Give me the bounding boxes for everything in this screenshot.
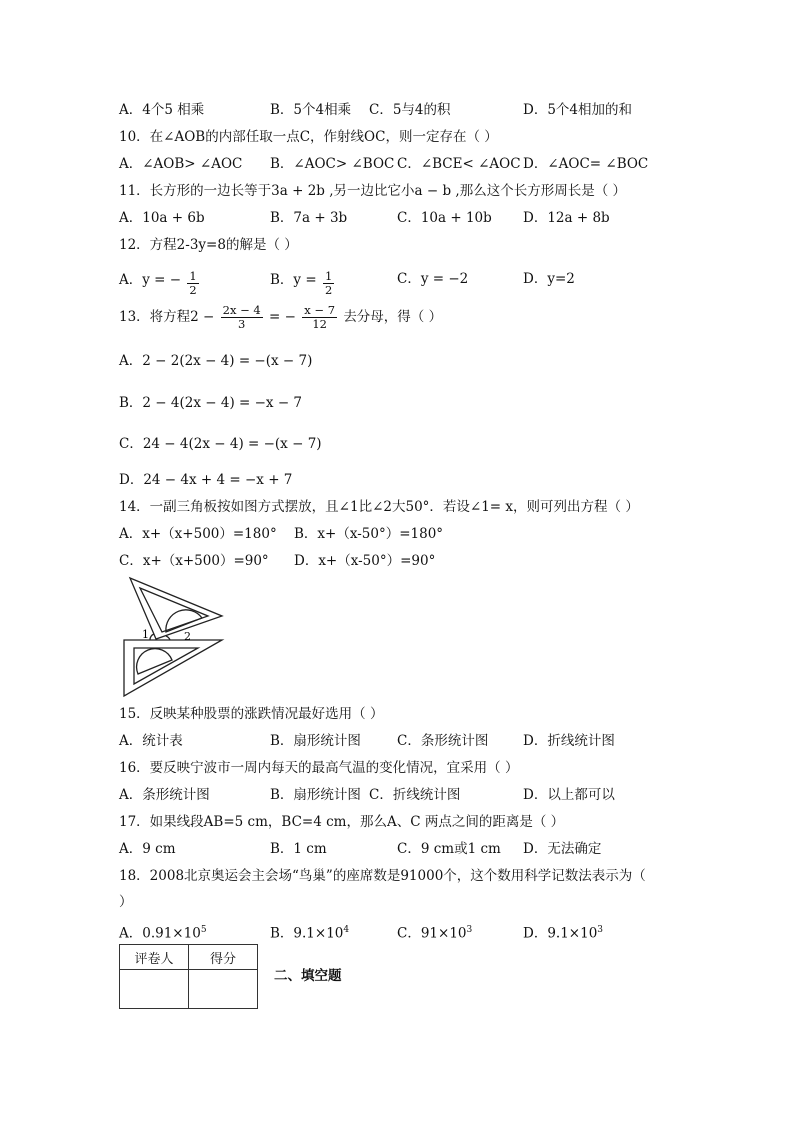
q14-option-c: C．x+（x+500）=90° <box>119 553 269 569</box>
q17-stem: 17．如果线段AB=5 cm，BC=4 cm，那么A、C 两点之间的距离是（ ） <box>119 814 565 830</box>
q13-stem-mid: = − <box>269 309 296 325</box>
q11-option-c: C．10a + 10b <box>397 210 492 226</box>
q18-stem-cont: ） <box>119 894 133 910</box>
q9-option-d: D．5个4相加的和 <box>523 102 633 118</box>
q12-option-a <box>119 270 201 297</box>
q18-b-base: B．9.1×10 <box>270 925 344 942</box>
q12-option-c: C．y = −2 <box>397 271 469 287</box>
angle-label-1: 1 <box>142 628 149 641</box>
q12-a-frac-den: 2 <box>189 283 197 297</box>
q12-b-frac-den: 2 <box>324 283 333 297</box>
q15-option-a: A．统计表 <box>119 733 183 749</box>
q18-option-d <box>523 921 603 943</box>
q9-option-b: B．5个4相乘 <box>270 102 352 118</box>
section-title: 二、填空题 <box>274 968 342 984</box>
q14-option-b: B．x+（x-50°）=180° <box>294 526 444 542</box>
q18-option-a <box>119 921 207 943</box>
q16-option-b: B．扇形统计图 <box>270 787 361 803</box>
score-table-score-header: 得分 <box>189 945 258 970</box>
q18-d-base: D．9.1×10 <box>523 925 598 942</box>
q12-option-d: D．y=2 <box>523 271 575 287</box>
q18-d-exp: 3 <box>597 925 604 935</box>
q14-option-a: A．x+（x+500）=180° <box>119 526 277 542</box>
q11-option-d: D．12a + 8b <box>523 210 610 226</box>
q13-fraction-1 <box>221 304 263 331</box>
q13-frac1-den: 3 <box>238 317 246 331</box>
q12-a-frac-num: 1 <box>189 269 197 283</box>
q17-option-d: D．无法确定 <box>523 841 602 857</box>
q10-option-b: B．∠AOC> ∠BOC <box>270 156 395 172</box>
q12-option-b <box>270 270 336 297</box>
q10-option-c: C．∠BCE< ∠AOC <box>397 156 521 172</box>
q9-option-a: A．4个5 相乘 <box>119 102 205 118</box>
score-table-grader-header: 评卷人 <box>120 945 189 970</box>
q13-option-b: B．2 − 4(2x − 4) = −x − 7 <box>119 395 303 411</box>
q18-option-b <box>270 921 349 943</box>
q13-fraction-2 <box>302 304 337 331</box>
q11-option-a: A．10a + 6b <box>119 210 205 226</box>
q16-option-c: C．折线统计图 <box>369 787 461 803</box>
q10-option-d: D．∠AOC= ∠BOC <box>523 156 649 172</box>
q17-option-a: A．9 cm <box>119 841 176 857</box>
angle-label-2: 2 <box>184 630 191 643</box>
score-table-score-cell[interactable] <box>189 970 258 1009</box>
score-table <box>119 944 258 1009</box>
q15-option-c: C．条形统计图 <box>397 733 489 749</box>
q12-option-b-prefix: B．y = <box>270 272 317 288</box>
q13-frac2-num: x − 7 <box>304 303 336 317</box>
q18-option-c <box>397 921 472 943</box>
q17-option-b: B．1 cm <box>270 841 327 857</box>
q12-option-a-fraction <box>187 270 198 297</box>
q16-option-d: D．以上都可以 <box>523 787 615 803</box>
q13-frac1-num: 2x − 4 <box>222 303 261 317</box>
q16-stem: 16．要反映宁波市一周内每天的最高气温的变化情况，宜采用（ ） <box>119 760 519 776</box>
q14-option-d: D．x+（x-50°）=90° <box>294 553 436 569</box>
q13-stem <box>119 304 442 340</box>
set-squares-figure <box>118 574 228 698</box>
q12-option-a-prefix: A．y = − <box>119 272 182 288</box>
q13-option-a: A．2 − 2(2x − 4) = −(x − 7) <box>119 353 313 369</box>
q17-option-c: C．9 cm或1 cm <box>397 841 501 857</box>
q11-option-b: B．7a + 3b <box>270 210 348 226</box>
q10-stem: 10．在∠AOB的内部任取一点C，作射线OC，则一定存在（ ） <box>119 129 498 145</box>
q18-a-base: A．0.91×10 <box>119 925 201 942</box>
q13-frac2-den: 12 <box>312 317 327 331</box>
q12-stem: 12．方程2-3y=8的解是（ ） <box>119 237 298 253</box>
q18-b-exp: 4 <box>343 925 350 935</box>
score-table-grader-cell[interactable] <box>120 970 189 1009</box>
q15-option-d: D．折线统计图 <box>523 733 615 749</box>
q13-option-c: C．24 − 4(2x − 4) = −(x − 7) <box>119 436 322 452</box>
q13-stem-start: 13．将方程2 − <box>119 309 215 325</box>
q15-stem: 15．反映某种股票的涨跌情况最好选用（ ） <box>119 706 384 722</box>
q10-option-a: A．∠AOB> ∠AOC <box>119 156 243 172</box>
q18-c-base: C．91×10 <box>397 925 467 942</box>
q18-a-exp: 5 <box>200 925 207 935</box>
q12-option-b-fraction <box>323 270 334 297</box>
q11-stem: 11．长方形的一边长等于3a + 2b ,另一边比它小a − b ,那么这个长方形周长是（ ） <box>119 183 626 199</box>
q16-option-a: A．条形统计图 <box>119 787 210 803</box>
q15-option-b: B．扇形统计图 <box>270 733 361 749</box>
q14-stem: 14．一副三角板按如图方式摆放，且∠1比∠2大50°．若设∠1= x，则可列出方程（ ） <box>119 499 639 515</box>
q13-option-d: D．24 − 4x + 4 = −x + 7 <box>119 472 293 488</box>
q12-b-frac-num: 1 <box>324 269 333 283</box>
lower-set-square-inner <box>134 648 198 684</box>
q18-c-exp: 3 <box>466 925 473 935</box>
lower-protractor-cutout <box>137 649 172 674</box>
q9-option-c: C．5与4的积 <box>369 102 451 118</box>
angle-arc-1 <box>150 634 154 640</box>
q18-stem: 18．2008北京奥运会主会场“鸟巢”的座席数是91000个，这个数用科学记数法表示为（ <box>119 868 646 884</box>
q13-stem-end: 去分母，得（ ） <box>343 309 443 325</box>
